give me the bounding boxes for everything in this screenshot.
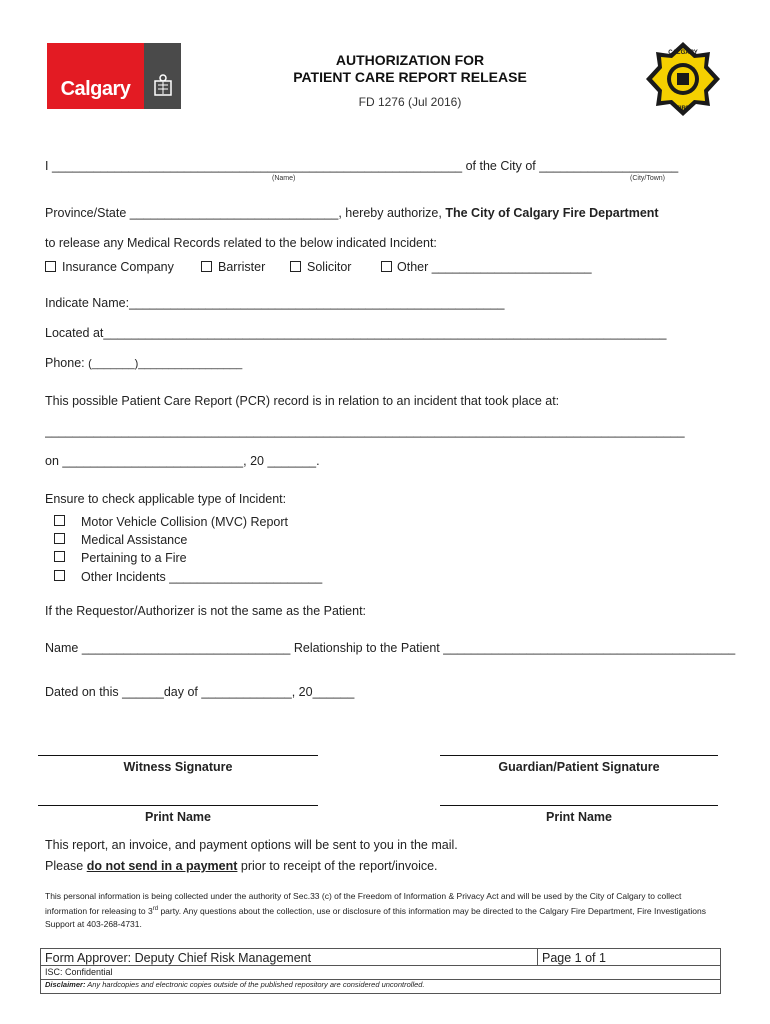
incident-mvc: Motor Vehicle Collision (MVC) Report [81, 515, 289, 529]
city-caption: (City/Town) [630, 175, 666, 182]
privacy-notice-a: This personal information is being collected under the authority of Sec.33 (c) of the Freedom of Information & Privacy Act and will be used by the City of Calgary to collect information for releasing to 3 [45, 891, 682, 916]
incident-medical: Medical Assistance [81, 533, 188, 547]
badge-bottom-text: FIRE [676, 106, 690, 112]
witness-signature-label: Witness Signature [123, 760, 233, 774]
province-prefix: Province/State ______________________________, hereby authorize, [45, 206, 446, 220]
classification: ISC: Confidential [45, 967, 113, 977]
print-name-left-line[interactable] [38, 805, 318, 806]
other-incidents-checkbox[interactable] [54, 570, 65, 581]
form-title-line1: AUTHORIZATION FOR [335, 52, 485, 68]
medical-checkbox[interactable] [54, 533, 65, 544]
print-name-left-label: Print Name [145, 810, 211, 824]
form-approver: Form Approver: Deputy Chief Risk Management [45, 951, 312, 965]
incident-date-field[interactable]: on __________________________, 20 _______. [45, 454, 320, 468]
page-number-cell [537, 948, 721, 966]
print-name-right-label: Print Name [546, 810, 612, 824]
province-line[interactable] [45, 206, 659, 220]
disclaimer [41, 979, 720, 990]
page-number: Page 1 of 1 [542, 951, 606, 965]
other-checkbox[interactable] [381, 261, 392, 272]
located-at-field[interactable]: Located at_________________________________________________________________________________ [45, 326, 667, 340]
dated-field[interactable]: Dated on this ______day of _____________, 20______ [45, 685, 355, 699]
privacy-notice-b: party. Any questions about the collection, use or disclosure of this information may be directed to the Calgary Fire Department, Fire Investigations Support at 403-268-4731. [45, 905, 706, 929]
payment-notice-suffix: prior to receipt of the report/invoice. [237, 859, 438, 873]
payment-notice-prefix: Please [45, 859, 87, 873]
disclaimer-label: Disclaimer: [45, 980, 86, 989]
option-other: Other _______________________ [397, 260, 592, 274]
print-name-right-line[interactable] [440, 805, 718, 806]
solicitor-checkbox[interactable] [290, 261, 301, 272]
option-barrister: Barrister [218, 260, 266, 274]
name-relationship-field[interactable]: Name ______________________________ Relationship to the Patient __________________________________________ [45, 641, 736, 655]
crest-icon [144, 43, 181, 109]
payment-notice [45, 859, 438, 873]
phone-field[interactable]: (_______)_________________ [88, 358, 243, 370]
guardian-signature-label: Guardian/Patient Signature [498, 760, 660, 774]
pcr-text: This possible Patient Care Report (PCR) record is in relation to an incident that took place at: [45, 394, 560, 408]
witness-signature-line[interactable] [38, 755, 318, 756]
form-approver-cell [40, 948, 538, 966]
logo-wordmark: Calgary [47, 43, 144, 109]
classification-cell [40, 965, 721, 980]
mail-notice: This report, an invoice, and payment options will be sent to you in the mail. [45, 838, 458, 852]
fire-department-name: The City of Calgary Fire Department [445, 206, 659, 220]
ensure-text: Ensure to check applicable type of Incident: [45, 492, 287, 506]
release-text: to release any Medical Records related to the below indicated Incident: [45, 236, 437, 250]
option-insurance: Insurance Company [62, 260, 174, 274]
payment-warning: do not send in a payment [86, 859, 238, 873]
indicate-name-field[interactable]: Indicate Name:______________________________________________________ [45, 296, 505, 310]
phone-label: Phone: [45, 356, 85, 370]
name-city-line[interactable]: I ___________________________________________________________ of the City of ____________________ [45, 159, 679, 173]
requestor-text: If the Requestor/Authorizer is not the same as the Patient: [45, 604, 367, 618]
incident-other: Other Incidents ______________________ [81, 570, 323, 584]
privacy-notice [45, 890, 721, 931]
disclaimer-cell [40, 979, 721, 994]
option-solicitor: Solicitor [307, 260, 352, 274]
privacy-notice-sup: rd [152, 906, 159, 912]
insurance-company-checkbox[interactable] [45, 261, 56, 272]
fire-checkbox[interactable] [54, 551, 65, 562]
disclaimer-text: Any hardcopies and electronic copies outside of the published repository are considered uncontrolled. [85, 980, 425, 989]
barrister-checkbox[interactable] [201, 261, 212, 272]
fire-badge-icon [644, 40, 722, 118]
form-number: FD 1276 (Jul 2016) [358, 95, 462, 109]
calgary-logo [47, 43, 181, 109]
form-title-line2: PATIENT CARE REPORT RELEASE [293, 69, 527, 85]
badge-top-text: CALGARY [668, 50, 698, 56]
incident-fire: Pertaining to a Fire [81, 551, 187, 565]
phone-line[interactable] [45, 356, 242, 370]
guardian-signature-line[interactable] [440, 755, 718, 756]
incident-location-field[interactable]: ____________________________________________________________________________________________ [45, 424, 685, 438]
mvc-checkbox[interactable] [54, 515, 65, 526]
name-caption: (Name) [272, 175, 296, 182]
